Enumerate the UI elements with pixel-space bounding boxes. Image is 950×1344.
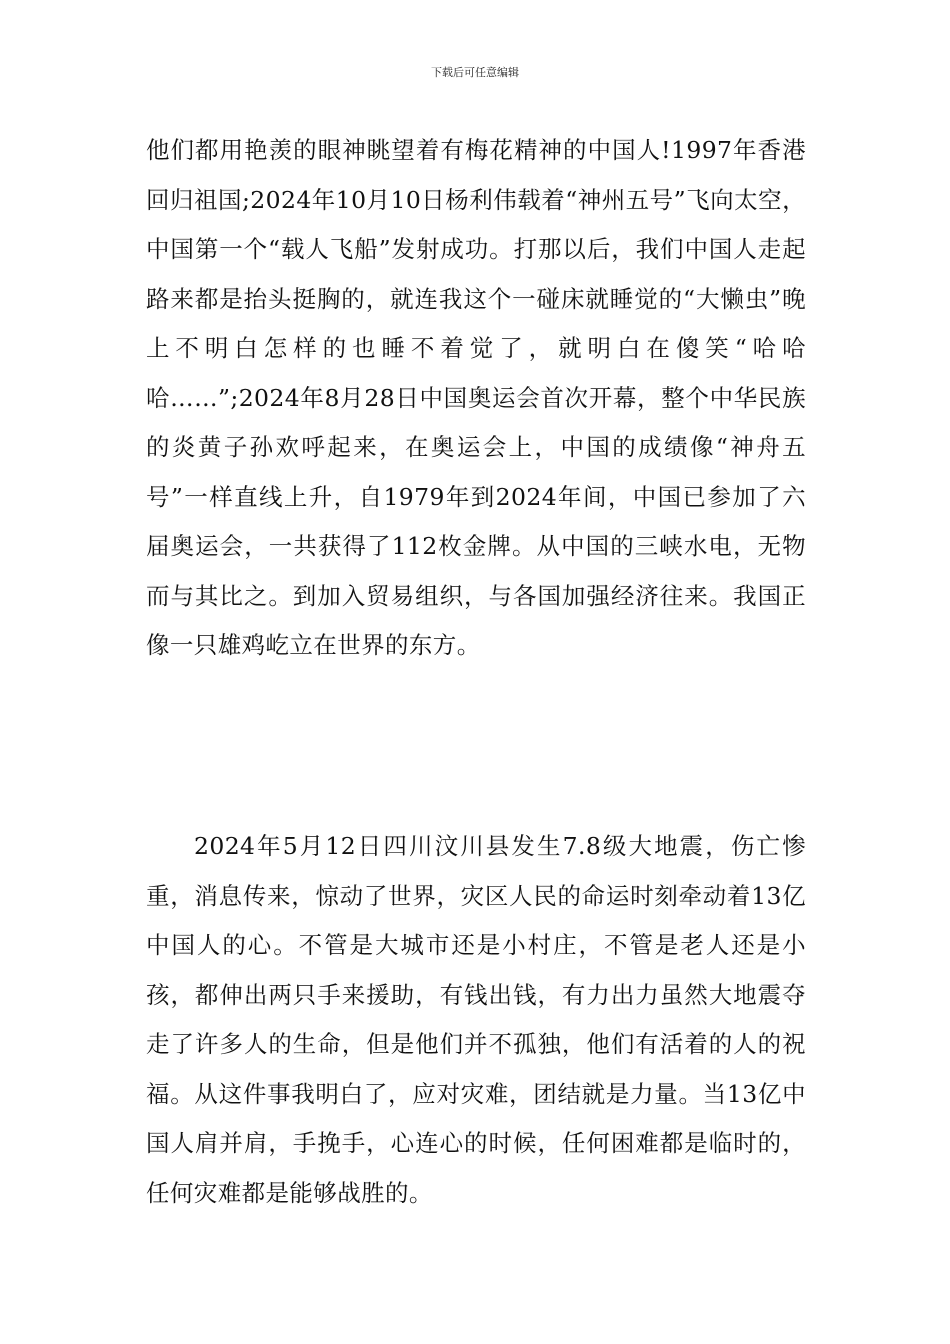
paragraph-1: 他们都用艳羡的眼神眺望着有梅花精神的中国人!1997年香港回归祖国;2024年10月10日杨利伟载着“神州五号”飞向太空，中国第一个“载人飞船”发射成功。打那以后，我们中国人走起路来都是抬头挺胸的，就连我这个一碰床就睡觉的“大懒虫”晚上不明白怎样的也睡不着觉了，就明白在傻笑“哈哈哈……”;2024年8月28日中国奥运会首次开幕，整个中华民族的炎黄子孙欢呼起来，在奥运会上，中国的成绩像“神舟五号”一样直线上升，自1979年到2024年间，中国已参加了六届奥运会，一共获得了112枚金牌。从中国的三峡水电，无物而与其比之。到加入贸易组织，与各国加强经济往来。我国正像一只雄鸡屹立在世界的东方。 bbox=[146, 136, 806, 659]
paragraph-2: 2024年5月12日四川汶川县发生7.8级大地震，伤亡惨重，消息传来，惊动了世界，灾区人民的命运时刻牵动着13亿中国人的心。不管是大城市还是小村庄，不管是老人还是小孩，都伸出两只手来援助，有钱出钱，有力出力虽然大地震夺走了许多人的生命，但是他们并不孤独，他们有活着的人的祝福。从这件事我明白了，应对灾难，团结就是力量。当13亿中国人肩并肩，手挽手，心连心的时候，任何困难都是临时的，任何灾难都是能够战胜的。 bbox=[146, 832, 806, 1207]
page-header: 下载后可任意编辑 bbox=[431, 66, 519, 79]
